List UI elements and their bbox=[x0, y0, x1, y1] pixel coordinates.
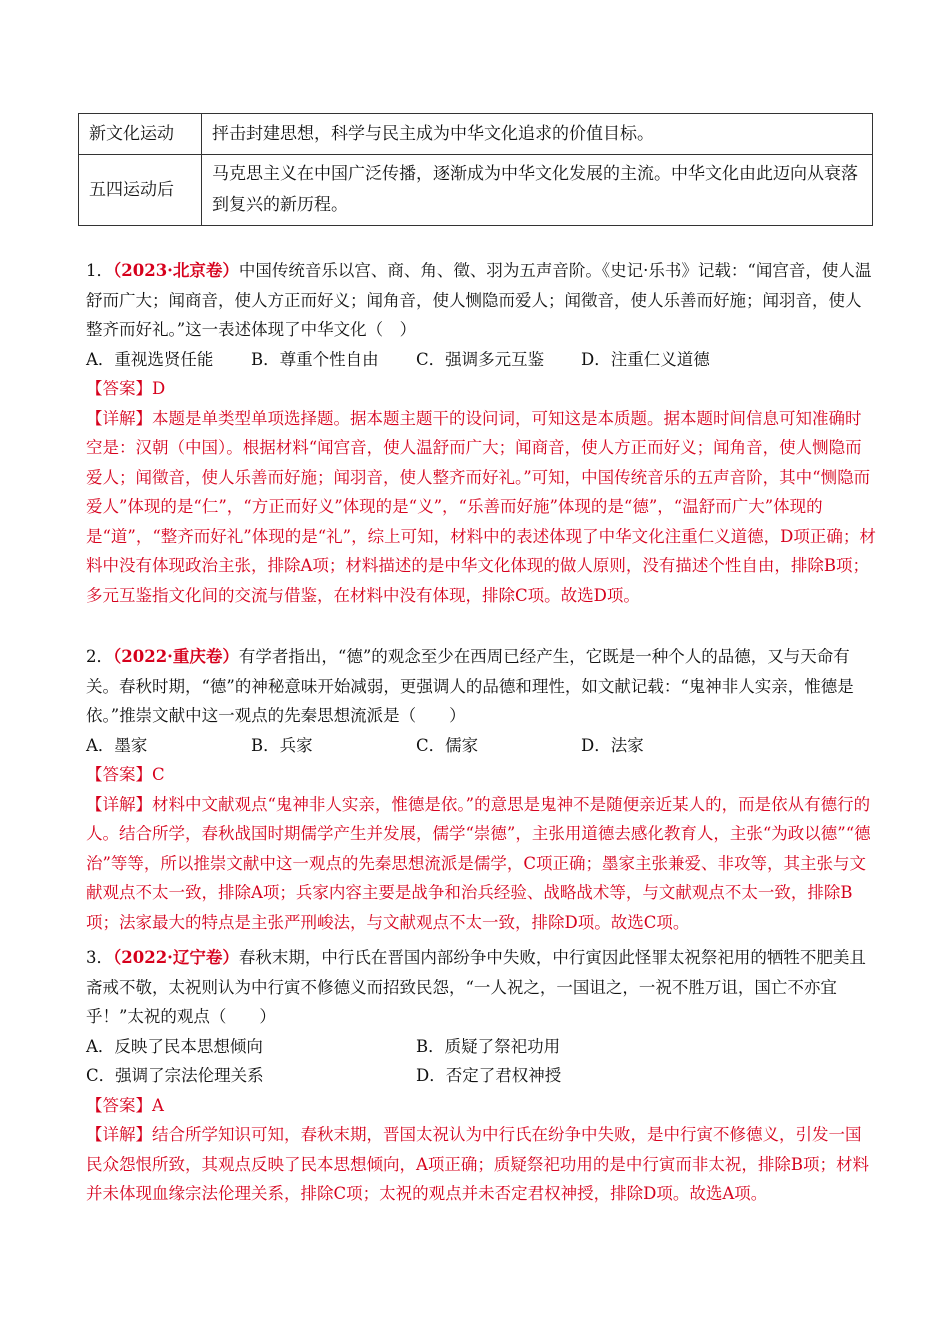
question-text: 春秋末期，中行氏在晋国内部纷争中失败，中行寅因此怪罪太祝祭祀用的牺牲不肥美且斋戒不敬，太祝则认为中行寅不修德义而招致民怨，“一人祝之，一国诅之，一祝不胜万诅，国亡不亦宜乎！”太祝的观点（ ） bbox=[86, 948, 866, 1026]
option-list bbox=[86, 1032, 876, 1062]
option-d: D．法家 bbox=[581, 735, 644, 755]
answer-line bbox=[86, 1091, 876, 1121]
detail-text: 材料中文献观点“鬼神非人实亲，惟德是依。”的意思是鬼神不是随便亲近某人的，而是依从有德行的人。结合所学，春秋战国时期儒学产生并发展，儒学“崇德”，主张用道德去感化教育人，主张“为政以德”“德治”等等，所以推崇文献中这一观点的先秦思想流派是儒学，C项正确；墨家主张兼爱、非攻等，其主张与文献观点不太一致，排除A项；兵家内容主要是战争和治兵经验、战略战术等，与文献观点不太一致，排除B项；法家最大的特点是主张严刑峻法，与文献观点不太一致，排除D项。故选C项。 bbox=[86, 794, 871, 932]
question-stem bbox=[86, 642, 876, 731]
answer-label: 【答案】 bbox=[86, 1095, 152, 1115]
detail-paragraph bbox=[86, 404, 876, 611]
option-list bbox=[86, 345, 876, 375]
detail-label: 【详解】 bbox=[86, 794, 152, 814]
option-c: C．儒家 bbox=[416, 735, 479, 755]
question-source: （2022·重庆卷） bbox=[113, 647, 239, 666]
era-label: 新文化运动 bbox=[79, 114, 202, 155]
question-number: 3． bbox=[86, 948, 113, 967]
answer-line bbox=[86, 374, 876, 404]
option-b: B．兵家 bbox=[251, 735, 313, 755]
option-a: A．重视选贤任能 bbox=[86, 349, 214, 369]
question-1 bbox=[86, 256, 876, 610]
era-description: 抨击封建思想，科学与民主成为中华文化追求的价值目标。 bbox=[202, 114, 873, 155]
option-list bbox=[86, 731, 876, 761]
question-number: 2． bbox=[86, 647, 113, 666]
option-c: C．强调多元互鉴 bbox=[416, 349, 545, 369]
answer-value: D bbox=[152, 379, 166, 398]
question-2 bbox=[86, 642, 876, 937]
answer-value: C bbox=[152, 765, 165, 784]
question-text: 有学者指出，“德”的观念至少在西周已经产生，它既是一种个人的品德，又与天命有关。春秋时期，“德”的神秘意味开始减弱，更强调人的品德和理性，如文献记载：“鬼神非人实亲，惟德是依。”推崇文献中这一观点的先秦思想流派是（ ） bbox=[86, 647, 854, 725]
option-d: D．注重仁义道德 bbox=[581, 349, 710, 369]
question-3 bbox=[86, 943, 876, 1209]
option-b: B．尊重个性自由 bbox=[251, 349, 379, 369]
detail-label: 【详解】 bbox=[86, 408, 152, 428]
question-stem bbox=[86, 943, 876, 1032]
detail-paragraph bbox=[86, 790, 876, 938]
table-row bbox=[79, 155, 873, 226]
option-c: C．强调了宗法伦理关系 bbox=[86, 1066, 264, 1085]
table-row bbox=[79, 114, 873, 155]
question-source: （2023·北京卷） bbox=[113, 261, 239, 280]
era-label: 五四运动后 bbox=[79, 155, 202, 226]
detail-label: 【详解】 bbox=[86, 1125, 152, 1144]
option-b: B．质疑了祭祀功用 bbox=[416, 1036, 561, 1056]
era-description: 马克思主义在中国广泛传播，逐渐成为中华文化发展的主流。中华文化由此迈向从衰落到复兴的新历程。 bbox=[202, 155, 873, 226]
question-number: 1． bbox=[86, 261, 113, 280]
detail-text: 结合所学知识可知，春秋末期，晋国太祝认为中行氏在纷争中失败，是中行寅不修德义，引发一国民众怨恨所致，其观点反映了民本思想倾向，A项正确；质疑祭祀功用的是中行寅而非太祝，排除B项；材料并未体现血缘宗法伦理关系，排除C项；太祝的观点并未否定君权神授，排除D项。故选A项。 bbox=[86, 1125, 870, 1203]
option-d: D．否定了君权神授 bbox=[416, 1066, 562, 1085]
question-text: 中国传统音乐以宫、商、角、徵、羽为五声音阶。《史记·乐书》记载：“闻宫音，使人温舒而广大；闻商音，使人方正而好义；闻角音，使人恻隐而爱人；闻徵音，使人乐善而好施；闻羽音，使人整齐而好礼。”这一表述体现了中华文化（ ） bbox=[86, 261, 872, 339]
answer-line bbox=[86, 760, 876, 790]
answer-label: 【答案】 bbox=[86, 765, 152, 784]
option-list bbox=[86, 1061, 876, 1091]
question-source: （2022·辽宁卷） bbox=[113, 948, 239, 967]
answer-label: 【答案】 bbox=[86, 379, 152, 398]
answer-value: A bbox=[152, 1095, 164, 1115]
option-a: A．墨家 bbox=[86, 735, 148, 755]
detail-text: 本题是单类型单项选择题。据本题主题干的设问词，可知这是本质题。据本题时间信息可知准确时空是：汉朝（中国）。根据材料“闻宫音，使人温舒而广大；闻商音，使人方正而好义；闻角音，使人恻隐而爱人；闻徵音，使人乐善而好施；闻羽音，使人整齐而好礼。”可知，中国传统音乐的五声音阶，其中“恻隐而爱人”体现的是“仁”，“方正而好义”体现的是“义”，“乐善而好施”体现的是“德”，“温舒而广大”体现的是“道”，“整齐而好礼”体现的是“礼”，综上可知，材料中的表述体现了中华文化注重仁义道德，D项正确；材料中没有体现政治主张，排除A项；材料描述的是中华文化体现的做人原则，没有描述个性自由，排除B项；多元互鉴指文化间的交流与借鉴，在材料中没有体现，排除C项。故选D项。 bbox=[86, 408, 876, 605]
culture-era-table bbox=[78, 113, 873, 226]
option-a: A．反映了民本思想倾向 bbox=[86, 1036, 263, 1056]
question-stem bbox=[86, 256, 876, 345]
detail-paragraph bbox=[86, 1120, 876, 1209]
